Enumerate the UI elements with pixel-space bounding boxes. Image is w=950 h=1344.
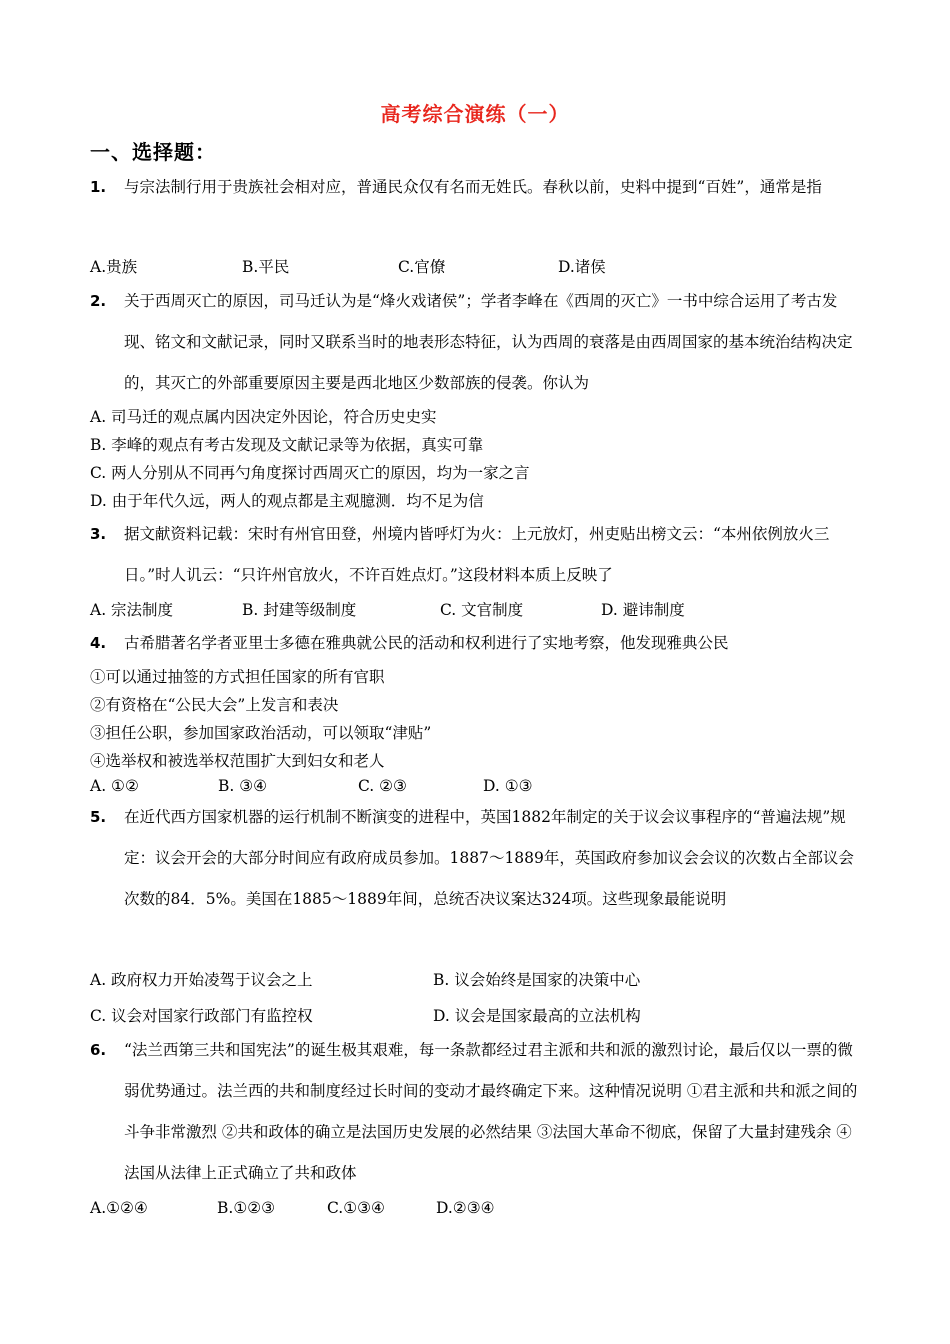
option-b: B. 封建等级制度 [242, 601, 357, 619]
section-heading: 一、选择题： [90, 140, 216, 164]
option-a: A. 司马迁的观点属内因决定外因论，符合历史史实 [90, 408, 437, 426]
question-3 [90, 514, 862, 596]
question-2 [90, 281, 862, 404]
question-4 [90, 623, 862, 664]
option-b: B. 李峰的观点有考古发现及文献记录等为依据，真实可靠 [90, 436, 484, 454]
option-d: D.②③④ [436, 1199, 495, 1217]
statement-3: ③担任公职，参加国家政治活动，可以领取“津贴” [90, 724, 432, 742]
question-text: 关于西周灭亡的原因，司马迁认为是“烽火戏诸侯”；学者李峰在《西周的灭亡》一书中综合运用了考古发现、铭文和文献记录，同时又联系当时的地表形态特征，认为西周的衰落是由西周国家的基本统治结构决定的，其灭亡的外部重要原因主要是西北地区少数部族的侵袭。你认为 [124, 292, 853, 392]
option-a: A. 政府权力开始凌驾于议会之上 [90, 971, 313, 989]
option-d: D.诸侯 [558, 258, 606, 276]
question-number: 2. [90, 292, 107, 310]
option-d: D. 避讳制度 [601, 601, 685, 619]
option-d: D. 由于年代久远，两人的观点都是主观臆测．均不足为信 [90, 492, 484, 510]
question-text: 据文献资料记载：宋时有州官田登，州境内皆呼灯为火：上元放灯，州吏贴出榜文云：“本州依例放火三日。”时人讥云：“只许州官放火，不许百姓点灯。”这段材料本质上反映了 [124, 525, 830, 584]
option-c: C. 两人分别从不同再勺角度探讨西周灭亡的原因，均为一家之言 [90, 464, 530, 482]
question-number: 5. [90, 808, 107, 826]
question-1 [90, 167, 862, 208]
option-a: A. 宗法制度 [90, 601, 174, 619]
statement-1: ①可以通过抽签的方式担任国家的所有官职 [90, 668, 385, 686]
option-c: C. 文官制度 [440, 601, 524, 619]
option-c: C. 议会对国家行政部门有监控权 [90, 1007, 313, 1025]
option-d: D. 议会是国家最高的立法机构 [433, 1007, 641, 1025]
option-b: B. ③④ [218, 777, 268, 795]
option-d: D. ①③ [483, 777, 533, 795]
question-number: 3. [90, 525, 107, 543]
option-c: C.官僚 [398, 258, 446, 276]
option-b: B.平民 [242, 258, 290, 276]
option-a: A.贵族 [90, 258, 138, 276]
option-c: C.①③④ [327, 1199, 385, 1217]
statement-2: ②有资格在“公民大会”上发言和表决 [90, 696, 339, 714]
question-text: 古希腊著名学者亚里士多德在雅典就公民的活动和权利进行了实地考察，他发现雅典公民 [124, 634, 729, 652]
option-c: C. ②③ [358, 777, 407, 795]
question-text: 在近代西方国家机器的运行机制不断演变的进程中，英国1882年制定的关于议会议事程序的“普遍法规”规定：议会开会的大部分时间应有政府成员参加。1887～1889年，英国政府参加议会会议的次数占全部议会次数的84．5%。美国在1885～1889年间，总统否决议案达324项。这些现象最能说明 [124, 808, 854, 908]
option-a: A. ①② [90, 777, 139, 795]
question-text: “法兰西第三共和国宪法”的诞生极其艰难，每一条款都经过君主派和共和派的激烈讨论，最后仅以一票的微弱优势通过。法兰西的共和制度经过长时间的变动才最终确定下来。这种情况说明 ①君主派和共和派之间的斗争非常激烈 ②共和政体的确立是法国历史发展的必然结果 ③法国大革命不彻底，保留了大量封建残余 ④法国从法律上正式确立了共和政体 [124, 1041, 858, 1182]
question-number: 6. [90, 1041, 107, 1059]
question-6 [90, 1030, 862, 1194]
question-5 [90, 797, 862, 920]
option-a: A.①②④ [90, 1199, 148, 1217]
page-title: 高考综合演练（一） [380, 102, 570, 126]
statement-4: ④选举权和被选举权范围扩大到妇女和老人 [90, 752, 385, 770]
option-b: B.①②③ [217, 1199, 276, 1217]
option-b: B. 议会始终是国家的决策中心 [433, 971, 641, 989]
question-text: 与宗法制行用于贵族社会相对应，普通民众仅有名而无姓氏。春秋以前，史料中提到“百姓”，通常是指 [124, 178, 822, 196]
question-number: 4. [90, 634, 107, 652]
question-number: 1. [90, 178, 107, 196]
